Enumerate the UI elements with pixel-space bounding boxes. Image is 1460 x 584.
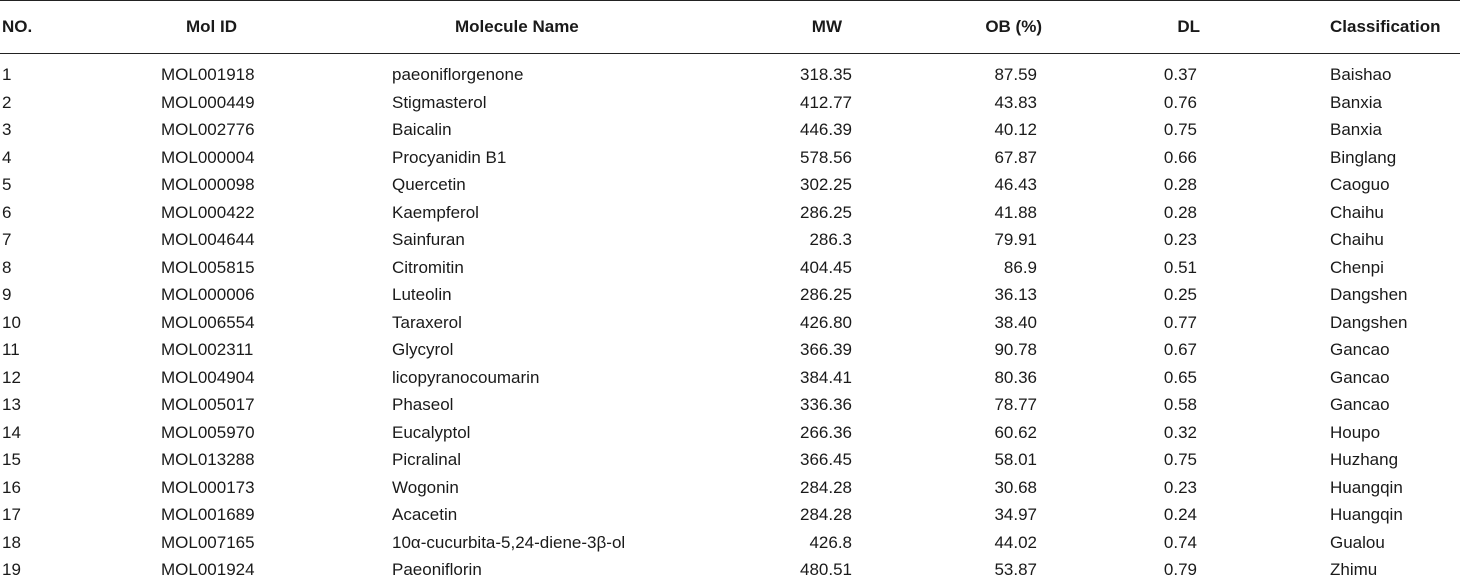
dl-value: 0.77	[1163, 312, 1197, 332]
table-row	[0, 336, 1460, 364]
mw-value: 286.3	[809, 230, 852, 249]
ob-value: 79.91	[994, 230, 1037, 249]
classification: Gancao	[1330, 395, 1390, 414]
dl-value: 0.79	[1163, 560, 1197, 579]
ob-value: 80.36	[994, 367, 1037, 387]
dl-value: 0.37	[1163, 65, 1197, 84]
ob-value: 40.12	[994, 120, 1037, 139]
molecule-name: Wogonin	[392, 477, 459, 497]
dl-value: 0.65	[1163, 367, 1197, 387]
molecule-name: Procyanidin B1	[392, 147, 507, 167]
mol-id: MOL004904	[161, 367, 255, 387]
table-row	[0, 419, 1460, 447]
row-no: 2	[2, 92, 12, 112]
classification: Dangshen	[1330, 312, 1408, 332]
dl-value: 0.25	[1163, 285, 1197, 304]
mw-value: 284.28	[800, 477, 852, 497]
classification: Zhimu	[1330, 560, 1378, 579]
row-no: 5	[2, 175, 12, 194]
row-no: 8	[2, 257, 12, 277]
table-row	[0, 144, 1460, 172]
ob-value: 34.97	[994, 505, 1037, 524]
classification: Huangqin	[1330, 477, 1403, 497]
mw-value: 426.8	[809, 532, 852, 552]
mol-id: MOL004644	[161, 230, 255, 249]
table-row	[0, 309, 1460, 337]
dl-value: 0.66	[1163, 147, 1197, 167]
ob-value: 78.77	[994, 395, 1037, 414]
mol-id: MOL007165	[161, 532, 255, 552]
ob-value: 60.62	[994, 422, 1037, 442]
classification: Dangshen	[1330, 285, 1408, 304]
classification: Baishao	[1330, 65, 1392, 84]
row-no: 14	[2, 422, 21, 442]
header-no: NO.	[2, 17, 33, 36]
molecule-name: Picralinal	[392, 450, 461, 469]
molecule-name: Glycyrol	[392, 340, 454, 359]
classification: Caoguo	[1330, 175, 1390, 194]
molecule-name: 10α-cucurbita-5,24-diene-3β-ol	[392, 532, 626, 552]
mol-id: MOL000006	[161, 285, 255, 304]
row-no: 6	[2, 202, 12, 222]
mw-value: 366.45	[800, 450, 852, 469]
mol-id: MOL000098	[161, 175, 255, 194]
molecule-name: licopyranocoumarin	[392, 367, 540, 387]
classification: Gancao	[1330, 340, 1390, 359]
classification: Binglang	[1330, 147, 1397, 167]
header-molecule-name: Molecule Name	[455, 17, 579, 36]
mol-id: MOL001689	[161, 505, 255, 524]
row-no: 19	[2, 560, 21, 579]
mw-value: 480.51	[800, 560, 852, 579]
molecule-name: Eucalyptol	[392, 422, 471, 442]
molecule-name: Citromitin	[392, 257, 464, 277]
row-no: 15	[2, 450, 21, 469]
classification: Gualou	[1330, 532, 1385, 552]
molecule-name: Baicalin	[392, 120, 452, 139]
table-row	[0, 281, 1460, 309]
molecule-name: Phaseol	[392, 395, 454, 414]
mol-id: MOL001918	[161, 65, 255, 84]
molecule-name: Paeoniflorin	[392, 560, 482, 579]
ob-value: 86.9	[1003, 257, 1037, 277]
ob-value: 58.01	[994, 450, 1037, 469]
mw-value: 426.80	[800, 312, 852, 332]
dl-value: 0.76	[1163, 92, 1197, 112]
classification: Huzhang	[1330, 450, 1399, 469]
mw-value: 266.36	[800, 422, 852, 442]
mol-id: MOL005815	[161, 257, 255, 277]
table-row	[0, 556, 1460, 584]
ob-value: 90.78	[994, 340, 1037, 359]
mw-value: 302.25	[800, 175, 852, 194]
ob-value: 44.02	[994, 532, 1037, 552]
mol-id: MOL005017	[161, 395, 255, 414]
row-no: 10	[2, 312, 21, 332]
table-header-row	[0, 1, 1460, 53]
molecule-name: Sainfuran	[392, 230, 465, 249]
ob-value: 67.87	[994, 147, 1037, 167]
ob-value: 30.68	[994, 477, 1037, 497]
mol-id: MOL000004	[161, 147, 255, 167]
mol-id: MOL005970	[161, 422, 255, 442]
ob-value: 53.87	[994, 560, 1037, 579]
molecule-name: Stigmasterol	[392, 92, 487, 112]
table-row	[0, 474, 1460, 502]
table-row	[0, 89, 1460, 117]
row-no: 7	[2, 230, 12, 249]
mw-value: 412.77	[800, 92, 852, 112]
table-header-rule	[0, 53, 1460, 54]
mw-value: 286.25	[800, 202, 852, 222]
mw-value: 404.45	[800, 257, 852, 277]
classification: Chaihu	[1330, 230, 1384, 249]
ob-value: 43.83	[994, 92, 1037, 112]
row-no: 13	[2, 395, 21, 414]
dl-value: 0.24	[1163, 505, 1197, 524]
dl-value: 0.75	[1163, 450, 1197, 469]
mw-value: 366.39	[800, 340, 852, 359]
mw-value: 284.28	[800, 505, 852, 524]
table-row	[0, 254, 1460, 282]
dl-value: 0.74	[1163, 532, 1197, 552]
row-no: 12	[2, 367, 21, 387]
row-no: 16	[2, 477, 21, 497]
row-no: 4	[2, 147, 12, 167]
table-row	[0, 199, 1460, 227]
table-row	[0, 116, 1460, 144]
table-row	[0, 391, 1460, 419]
classification: Banxia	[1330, 120, 1382, 139]
mol-id: MOL006554	[161, 312, 255, 332]
row-no: 1	[2, 65, 12, 84]
header-ob: OB (%)	[985, 17, 1042, 36]
dl-value: 0.58	[1163, 395, 1197, 414]
mw-value: 286.25	[800, 285, 852, 304]
table-row	[0, 171, 1460, 199]
ob-value: 46.43	[994, 175, 1037, 194]
row-no: 17	[2, 505, 21, 524]
dl-value: 0.28	[1163, 202, 1197, 222]
mol-id: MOL002776	[161, 120, 255, 139]
dl-value: 0.28	[1163, 175, 1197, 194]
row-no: 18	[2, 532, 21, 552]
table-row	[0, 364, 1460, 392]
row-no: 9	[2, 285, 12, 304]
mw-value: 578.56	[800, 147, 852, 167]
table-row	[0, 529, 1460, 557]
header-dl: DL	[1177, 17, 1200, 36]
molecule-name: Acacetin	[392, 505, 458, 524]
mw-value: 318.35	[800, 65, 852, 84]
row-no: 3	[2, 120, 12, 139]
table-row	[0, 501, 1460, 529]
molecule-name: Luteolin	[392, 285, 452, 304]
mol-id: MOL001924	[161, 560, 255, 579]
table-row	[0, 226, 1460, 254]
molecule-name: Kaempferol	[392, 202, 479, 222]
ob-value: 36.13	[994, 285, 1037, 304]
classification: Huangqin	[1330, 505, 1403, 524]
header-classification: Classification	[1330, 17, 1441, 36]
mol-id: MOL013288	[161, 450, 255, 469]
ob-value: 41.88	[994, 202, 1037, 222]
classification: Banxia	[1330, 92, 1382, 112]
table-row	[0, 446, 1460, 474]
dl-value: 0.23	[1163, 477, 1197, 497]
dl-value: 0.23	[1163, 230, 1197, 249]
dl-value: 0.67	[1163, 340, 1197, 359]
mol-id: MOL002311	[161, 340, 254, 359]
classification: Chenpi	[1330, 257, 1384, 277]
mol-id: MOL000422	[161, 202, 255, 222]
classification: Houpo	[1330, 422, 1381, 442]
classification: Chaihu	[1330, 202, 1384, 222]
ob-value: 87.59	[994, 65, 1037, 84]
dl-value: 0.75	[1163, 120, 1197, 139]
molecule-name: Quercetin	[392, 175, 466, 194]
molecule-name: Taraxerol	[392, 312, 462, 332]
mol-id: MOL000449	[161, 92, 255, 112]
mol-id: MOL000173	[161, 477, 255, 497]
molecule-name: paeoniflorgenone	[392, 65, 524, 84]
row-no: 11	[2, 340, 20, 359]
dl-value: 0.32	[1163, 422, 1197, 442]
header-mol-id: Mol ID	[186, 17, 237, 36]
mw-value: 336.36	[800, 395, 852, 414]
ob-value: 38.40	[994, 312, 1037, 332]
header-mw: MW	[811, 17, 842, 36]
classification: Gancao	[1330, 367, 1390, 387]
table-row	[0, 61, 1460, 89]
dl-value: 0.51	[1163, 257, 1197, 277]
mw-value: 384.41	[800, 367, 852, 387]
mw-value: 446.39	[800, 120, 852, 139]
